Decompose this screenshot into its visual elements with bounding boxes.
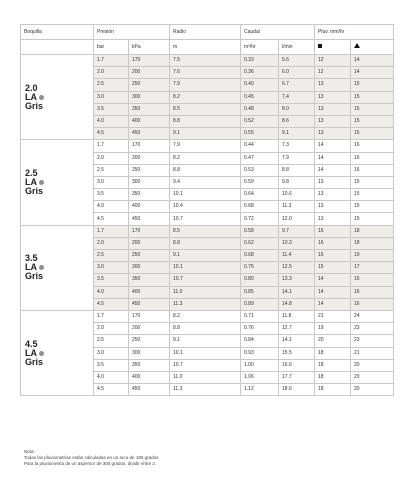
cell-pluv-square: 13: [315, 79, 351, 91]
note-title: Nota:: [24, 449, 35, 454]
cell-radio: 11.3: [170, 298, 241, 310]
cell-caudal-lmin: 15.5: [279, 347, 315, 359]
table-note: [24, 449, 160, 467]
cell-caudal-m3hr: 0.84: [241, 335, 279, 347]
nozzle-label: [25, 340, 93, 367]
cell-caudal-lmin: 11.4: [279, 250, 315, 262]
cell-kpa: 450: [129, 384, 170, 396]
cell-caudal-lmin: 5.6: [279, 55, 315, 67]
cell-pluv-triangle: 15: [351, 176, 394, 188]
header-unit-bar: bar: [94, 40, 129, 55]
cell-pluv-triangle: 16: [351, 140, 394, 152]
cell-radio: 8.2: [170, 152, 241, 164]
cell-kpa: 250: [129, 79, 170, 91]
cell-kpa: 250: [129, 164, 170, 176]
cell-caudal-lmin: 9.1: [279, 128, 315, 140]
cell-radio: 10.1: [170, 347, 241, 359]
cell-pluv-triangle: 15: [351, 189, 394, 201]
cell-caudal-lmin: 11.3: [279, 201, 315, 213]
cell-caudal-m3hr: 0.68: [241, 250, 279, 262]
cell-bar: 2.0: [94, 152, 129, 164]
header-row-top: [21, 25, 394, 40]
cell-pluv-triangle: 15: [351, 115, 394, 127]
cell-pluv-triangle: 15: [351, 213, 394, 225]
cell-caudal-m3hr: 0.45: [241, 91, 279, 103]
cell-caudal-lmin: 10.6: [279, 189, 315, 201]
gray-dot-icon: [39, 265, 44, 270]
cell-pluv-triangle: 24: [351, 310, 394, 322]
header-triangle-cell: [351, 40, 394, 55]
cell-bar: 2.5: [94, 335, 129, 347]
cell-pluv-square: 16: [315, 250, 351, 262]
cell-bar: 3.0: [94, 176, 129, 188]
cell-bar: 4.5: [94, 128, 129, 140]
header-unit-m3hr: m³/hr: [241, 40, 279, 55]
cell-radio: 9.4: [170, 176, 241, 188]
cell-kpa: 200: [129, 237, 170, 249]
cell-caudal-m3hr: 0.33: [241, 55, 279, 67]
cell-caudal-m3hr: 1.06: [241, 371, 279, 383]
cell-caudal-lmin: 9.7: [279, 225, 315, 237]
cell-caudal-m3hr: 0.85: [241, 286, 279, 298]
cell-kpa: 350: [129, 274, 170, 286]
cell-pluv-square: 18: [315, 384, 351, 396]
cell-radio: 10.7: [170, 213, 241, 225]
cell-pluv-triangle: 23: [351, 335, 394, 347]
gray-dot-icon: [39, 180, 44, 185]
cell-bar: 3.0: [94, 91, 129, 103]
cell-pluv-triangle: 21: [351, 347, 394, 359]
cell-pluv-square: 16: [315, 225, 351, 237]
cell-bar: 4.0: [94, 201, 129, 213]
cell-bar: 3.5: [94, 189, 129, 201]
cell-pluv-square: 12: [315, 55, 351, 67]
nozzle-color: Gris: [25, 356, 44, 367]
cell-pluv-square: 13: [315, 115, 351, 127]
nozzle-size: 2.5: [25, 167, 38, 178]
cell-kpa: 450: [129, 128, 170, 140]
cell-bar: 3.0: [94, 347, 129, 359]
cell-kpa: 300: [129, 347, 170, 359]
cell-kpa: 400: [129, 286, 170, 298]
header-radio: Radio: [170, 25, 241, 40]
cell-bar: 1.7: [94, 225, 129, 237]
header-square-cell: [315, 40, 351, 55]
cell-kpa: 350: [129, 103, 170, 115]
cell-kpa: 170: [129, 225, 170, 237]
cell-kpa: 350: [129, 189, 170, 201]
cell-pluv-triangle: 16: [351, 286, 394, 298]
cell-kpa: 200: [129, 67, 170, 79]
cell-pluv-triangle: 15: [351, 201, 394, 213]
cell-radio: 9.1: [170, 335, 241, 347]
note-line-2: Para la pluviometría de un aspersor de 360 grados, dividir entre 2.: [24, 461, 157, 466]
cell-pluv-square: 21: [315, 310, 351, 322]
cell-kpa: 250: [129, 250, 170, 262]
cell-pluv-triangle: 14: [351, 67, 394, 79]
cell-caudal-m3hr: 1.00: [241, 359, 279, 371]
cell-caudal-m3hr: 0.89: [241, 298, 279, 310]
cell-pluv-square: 13: [315, 176, 351, 188]
cell-caudal-lmin: 17.7: [279, 371, 315, 383]
nozzle-type: LA: [25, 176, 37, 187]
nozzle-label-cell: [21, 225, 94, 310]
nozzle-color: Gris: [25, 271, 44, 282]
cell-bar: 4.5: [94, 384, 129, 396]
cell-radio: 8.2: [170, 310, 241, 322]
cell-bar: 2.5: [94, 79, 129, 91]
cell-kpa: 200: [129, 323, 170, 335]
cell-radio: 7.5: [170, 55, 241, 67]
cell-bar: 4.0: [94, 286, 129, 298]
cell-radio: 11.0: [170, 286, 241, 298]
cell-pluv-square: 13: [315, 201, 351, 213]
cell-bar: 4.5: [94, 298, 129, 310]
cell-caudal-lmin: 12.5: [279, 262, 315, 274]
cell-bar: 4.5: [94, 213, 129, 225]
nozzle-size: 4.5: [25, 338, 38, 349]
cell-bar: 3.5: [94, 274, 129, 286]
cell-kpa: 400: [129, 201, 170, 213]
cell-pluv-triangle: 15: [351, 79, 394, 91]
table-row: [21, 140, 394, 152]
cell-pluv-square: 20: [315, 335, 351, 347]
header-blank: [21, 40, 94, 55]
cell-kpa: 400: [129, 115, 170, 127]
nozzle-performance-table: [20, 24, 394, 396]
cell-caudal-lmin: 11.8: [279, 310, 315, 322]
cell-pluv-triangle: 20: [351, 359, 394, 371]
cell-pluv-square: 14: [315, 286, 351, 298]
cell-radio: 10.7: [170, 359, 241, 371]
cell-bar: 1.7: [94, 140, 129, 152]
cell-caudal-lmin: 7.4: [279, 91, 315, 103]
cell-kpa: 400: [129, 371, 170, 383]
cell-kpa: 300: [129, 91, 170, 103]
cell-caudal-m3hr: 0.93: [241, 347, 279, 359]
nozzle-type: LA: [25, 262, 37, 273]
cell-caudal-m3hr: 0.44: [241, 140, 279, 152]
cell-pluv-square: 18: [315, 347, 351, 359]
cell-pluv-triangle: 15: [351, 103, 394, 115]
cell-caudal-m3hr: 0.59: [241, 176, 279, 188]
cell-pluv-triangle: 15: [351, 128, 394, 140]
cell-radio: 10.1: [170, 189, 241, 201]
cell-caudal-lmin: 18.6: [279, 384, 315, 396]
cell-radio: 8.2: [170, 91, 241, 103]
table-row: [21, 55, 394, 67]
cell-caudal-lmin: 7.3: [279, 140, 315, 152]
cell-pluv-triangle: 16: [351, 274, 394, 286]
cell-pluv-square: 14: [315, 164, 351, 176]
cell-caudal-lmin: 6.0: [279, 67, 315, 79]
cell-bar: 2.5: [94, 164, 129, 176]
cell-radio: 7.9: [170, 79, 241, 91]
cell-bar: 2.0: [94, 67, 129, 79]
cell-caudal-lmin: 8.0: [279, 103, 315, 115]
nozzle-size: 2.0: [25, 82, 38, 93]
cell-pluv-triangle: 20: [351, 384, 394, 396]
cell-caudal-lmin: 12.7: [279, 323, 315, 335]
cell-radio: 8.8: [170, 164, 241, 176]
cell-pluv-triangle: 19: [351, 250, 394, 262]
cell-caudal-m3hr: 0.40: [241, 79, 279, 91]
cell-caudal-lmin: 16.6: [279, 359, 315, 371]
cell-pluv-square: 18: [315, 371, 351, 383]
cell-caudal-m3hr: 0.52: [241, 115, 279, 127]
note-line-1: Todas las pluviometrías están calculadas en un arco de 180 grados.: [24, 455, 160, 460]
cell-caudal-lmin: 9.8: [279, 176, 315, 188]
cell-caudal-lmin: 6.7: [279, 79, 315, 91]
cell-bar: 4.0: [94, 115, 129, 127]
cell-radio: 9.1: [170, 250, 241, 262]
header-unit-m: m: [170, 40, 241, 55]
table-row: [21, 310, 394, 322]
cell-caudal-lmin: 14.8: [279, 298, 315, 310]
cell-pluv-triangle: 17: [351, 262, 394, 274]
cell-caudal-m3hr: 0.76: [241, 323, 279, 335]
cell-pluv-square: 19: [315, 323, 351, 335]
gray-dot-icon: [39, 95, 44, 100]
cell-bar: 1.7: [94, 55, 129, 67]
header-unit-kpa: kPa: [129, 40, 170, 55]
cell-radio: 11.0: [170, 371, 241, 383]
cell-radio: 9.1: [170, 128, 241, 140]
gray-dot-icon: [39, 351, 44, 356]
cell-caudal-m3hr: 0.71: [241, 310, 279, 322]
triangle-icon: [354, 43, 360, 48]
cell-bar: 2.5: [94, 250, 129, 262]
table-row: [21, 225, 394, 237]
cell-radio: 10.7: [170, 274, 241, 286]
cell-radio: 8.8: [170, 115, 241, 127]
cell-kpa: 170: [129, 140, 170, 152]
cell-bar: 4.0: [94, 371, 129, 383]
cell-kpa: 250: [129, 335, 170, 347]
cell-pluv-square: 14: [315, 152, 351, 164]
cell-bar: 3.5: [94, 359, 129, 371]
nozzle-label-cell: [21, 310, 94, 395]
cell-caudal-lmin: 14.1: [279, 335, 315, 347]
cell-caudal-m3hr: 0.36: [241, 67, 279, 79]
nozzle-label: [25, 254, 93, 281]
cell-pluv-triangle: 14: [351, 55, 394, 67]
cell-pluv-square: 13: [315, 189, 351, 201]
cell-caudal-m3hr: 0.64: [241, 189, 279, 201]
cell-kpa: 200: [129, 152, 170, 164]
cell-radio: 7.9: [170, 140, 241, 152]
cell-kpa: 450: [129, 213, 170, 225]
cell-pluv-square: 13: [315, 213, 351, 225]
cell-kpa: 350: [129, 359, 170, 371]
nozzle-label: [25, 169, 93, 196]
cell-caudal-m3hr: 0.75: [241, 262, 279, 274]
cell-caudal-lmin: 10.3: [279, 237, 315, 249]
cell-caudal-m3hr: 0.53: [241, 164, 279, 176]
cell-pluv-square: 14: [315, 140, 351, 152]
cell-pluv-triangle: 16: [351, 164, 394, 176]
cell-pluv-triangle: 15: [351, 91, 394, 103]
cell-bar: 2.0: [94, 323, 129, 335]
cell-pluv-triangle: 18: [351, 225, 394, 237]
cell-kpa: 170: [129, 55, 170, 67]
cell-caudal-m3hr: 0.80: [241, 274, 279, 286]
nozzle-performance-table-container: [20, 24, 393, 396]
cell-caudal-m3hr: 0.48: [241, 103, 279, 115]
cell-bar: 2.0: [94, 237, 129, 249]
header-caudal: Caudal: [241, 25, 315, 40]
nozzle-type: LA: [25, 91, 37, 102]
cell-caudal-m3hr: 0.68: [241, 201, 279, 213]
nozzle-size: 3.5: [25, 253, 38, 264]
cell-pluv-square: 14: [315, 298, 351, 310]
nozzle-label-cell: [21, 140, 94, 225]
cell-pluv-triangle: 16: [351, 298, 394, 310]
header-row-units: [21, 40, 394, 55]
cell-pluv-square: 14: [315, 274, 351, 286]
nozzle-label: [25, 84, 93, 111]
cell-kpa: 300: [129, 262, 170, 274]
cell-pluv-square: 12: [315, 67, 351, 79]
cell-bar: 1.7: [94, 310, 129, 322]
cell-radio: 8.5: [170, 103, 241, 115]
cell-pluv-square: 13: [315, 91, 351, 103]
cell-pluv-square: 15: [315, 262, 351, 274]
cell-caudal-m3hr: 0.62: [241, 237, 279, 249]
cell-pluv-triangle: 18: [351, 237, 394, 249]
cell-kpa: 170: [129, 310, 170, 322]
cell-caudal-lmin: 12.0: [279, 213, 315, 225]
cell-radio: 7.6: [170, 67, 241, 79]
cell-radio: 10.4: [170, 201, 241, 213]
cell-caudal-m3hr: 0.72: [241, 213, 279, 225]
header-unit-lmin: l/min: [279, 40, 315, 55]
cell-caudal-lmin: 8.6: [279, 115, 315, 127]
nozzle-label-cell: [21, 55, 94, 140]
cell-pluv-square: 18: [315, 359, 351, 371]
cell-caudal-lmin: 14.1: [279, 286, 315, 298]
cell-caudal-m3hr: 0.58: [241, 225, 279, 237]
nozzle-color: Gris: [25, 185, 44, 196]
cell-radio: 8.8: [170, 237, 241, 249]
cell-caudal-m3hr: 0.55: [241, 128, 279, 140]
cell-caudal-lmin: 13.3: [279, 274, 315, 286]
header-boquilla: Boquilla: [21, 25, 94, 40]
nozzle-type: LA: [25, 347, 37, 358]
header-pluviometria: Pluv. mm/hr: [315, 25, 394, 40]
cell-kpa: 450: [129, 298, 170, 310]
cell-caudal-lmin: 8.8: [279, 164, 315, 176]
cell-bar: 3.5: [94, 103, 129, 115]
cell-radio: 8.5: [170, 225, 241, 237]
header-presion: Presión: [94, 25, 170, 40]
square-icon: [318, 44, 322, 48]
cell-pluv-square: 13: [315, 103, 351, 115]
cell-pluv-triangle: 20: [351, 371, 394, 383]
cell-caudal-m3hr: 0.47: [241, 152, 279, 164]
cell-radio: 10.1: [170, 262, 241, 274]
cell-pluv-triangle: 16: [351, 152, 394, 164]
cell-bar: 3.0: [94, 262, 129, 274]
cell-caudal-m3hr: 1.12: [241, 384, 279, 396]
cell-radio: 8.8: [170, 323, 241, 335]
nozzle-color: Gris: [25, 100, 44, 111]
cell-caudal-lmin: 7.9: [279, 152, 315, 164]
cell-kpa: 300: [129, 176, 170, 188]
cell-pluv-square: 16: [315, 237, 351, 249]
cell-pluv-square: 13: [315, 128, 351, 140]
cell-radio: 11.3: [170, 384, 241, 396]
cell-pluv-triangle: 23: [351, 323, 394, 335]
